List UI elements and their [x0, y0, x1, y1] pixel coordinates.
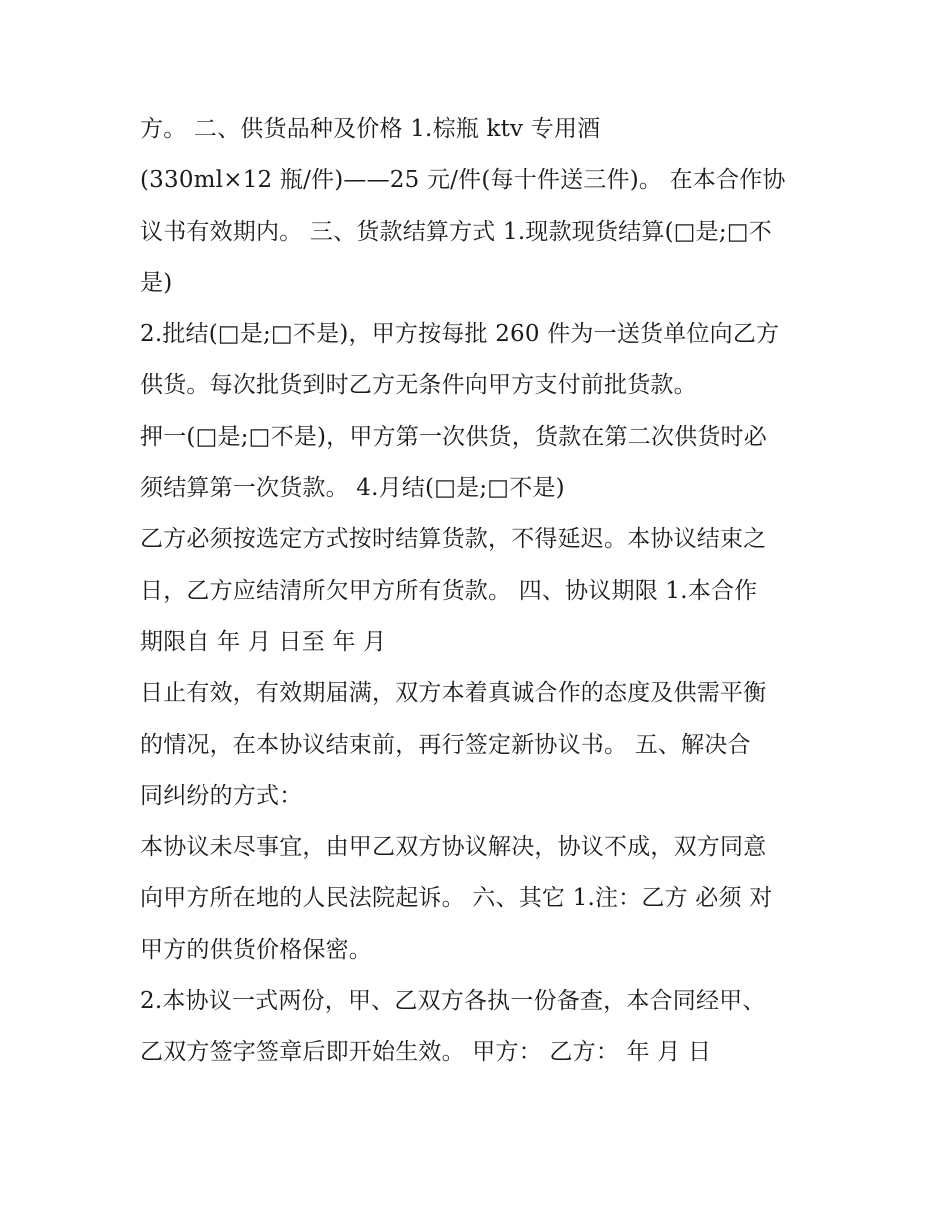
text-line: 乙双方签字签章后即开始生效。 甲方： 乙方： 年 月 日: [140, 1039, 712, 1066]
text-line: 2.本协议一式两份，甲、乙双方各执一份备查，本合同经甲、: [140, 988, 766, 1015]
text-line: (330ml×12 瓶/件)——25 元/件(每十件送三件)。 在本合作协: [140, 167, 786, 194]
text-line: 同纠纷的方式：: [140, 782, 303, 809]
text-line: 日止有效，有效期届满，双方本着真诚合作的态度及供需平衡: [140, 680, 767, 707]
text-line: 是): [140, 269, 173, 296]
text-line: 期限自 年 月 日至 年 月: [140, 628, 387, 655]
text-line: 本协议未尽事宜，由甲乙双方协议解决，协议不成，双方同意: [140, 834, 767, 861]
text-line: 议书有效期内。 三、货款结算方式 1.现款现货结算(□是;□不: [140, 218, 772, 245]
text-line: 的情况，在本协议结束前，再行签定新协议书。 五、解决合: [140, 731, 751, 758]
text-line: 方。 二、供货品种及价格 1.棕瓶 ktv 专用酒: [140, 116, 601, 142]
text-line: 2.批结(□是;□不是)，甲方按每批 260 件为一送货单位向乙方: [140, 321, 780, 348]
text-line: 日，乙方应结清所欠甲方所有货款。 四、协议期限 1.本合作: [140, 577, 758, 604]
text-line: 供货。每次批货到时乙方无条件向甲方支付前批货款。: [140, 372, 697, 399]
text-line: 乙方必须按选定方式按时结算货款，不得延迟。本协议结束之: [140, 526, 767, 553]
text-line: 须结算第一次货款。 4.月结(□是;□不是): [140, 475, 565, 502]
text-line: 甲方的供货价格保密。: [140, 936, 372, 963]
text-line: 向甲方所在地的人民法院起诉。 六、其它 1.注：乙方 必须 对: [140, 885, 773, 912]
contract-body-text: [140, 108, 830, 1083]
text-line: 押一(□是;□不是)，甲方第一次供货，货款在第二次供货时必: [140, 423, 767, 450]
